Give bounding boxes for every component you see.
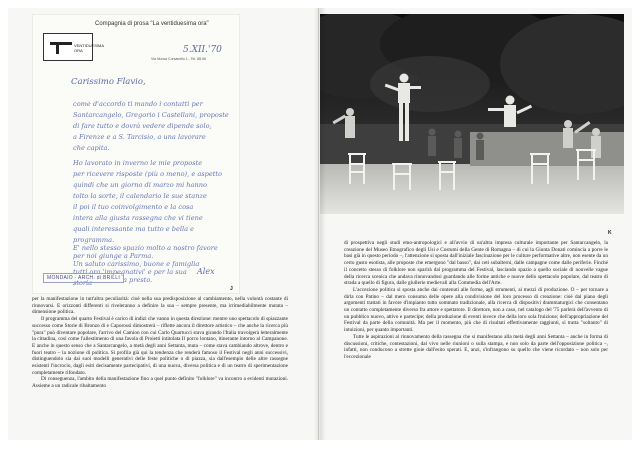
performance-photo-illustration [320,14,624,214]
right-body-text [344,240,608,361]
letter-line: quali interessante ma tutto e bella e [73,225,195,233]
letter-line: il poi il tuo coinvolgimento e la cosa [73,203,194,211]
letter-line: per ricevere risposte (più o meno), e aspetto [73,170,223,178]
letter-date: 5.XII.'70 [183,45,222,55]
letter-line: Santarcangelo, Gregorio i Castellani, proposte [73,111,229,119]
book-spread [8,8,632,440]
letter-line: Un saluto carissimo, buone e famiglia [73,260,200,268]
figure-caption-k: K [608,230,612,236]
letterhead-company: Compagnia di prosa "La ventiduesima ora" [95,21,209,27]
letter-line: a presto. [123,276,153,284]
letter-line: E' nello stesso spazio molto a nostro favore [73,244,218,252]
left-body-text [32,296,288,390]
right-page [320,8,632,440]
letter-line: programma. [73,236,115,244]
archive-stamp: MONDAIO - ARCH. di BRILLI [43,273,124,283]
stage-photo [320,14,624,214]
paragraph: Di conseguenza, l'ambito della manifestazione fino a quel punto definito "folklore" va incontro a evidenti mutazioni. Assieme a un radicale ribaltamento [32,376,288,390]
letter-signature: Alex [197,267,215,276]
book-gutter-shadow [314,8,326,440]
letter-line: che capita. [73,144,110,152]
paragraph: per la manifestazione in tutt'altra peculiarità: cioè nella sua predisposizione al cambiamento, nella volontà costante di rinnovarsi. E orizzonti differenti si riveleranno a definire la sua – sempre presente, ma irrimediabilmente mutata – dimensione politica. [32,296,288,316]
letter-line: intera alla giusta rassegna che vi tiene [73,214,203,222]
left-page [8,8,319,440]
letter-line: tutti ora 'impegnativi' e per la sua storia [73,268,187,288]
paragraph: Il programma del quarto Festival è carico di indizi che vanno in questa direzione: mentre uno spettacolo di spiazzante successo come Storie di Bronzo di e Caporossi dimostrerà – riflette ancora il direttore artistico – che anche la ricerca più "pura" può diventare popolare, l'arrivo del Camion con cui Carlo Quartucci stava girando l'Italia travolgerà letteralmente la cittadina, così come l'allestimento di una favola di Proietti intitolata Il porco lontano, itinerante intorno al Campanone. E anche in questo senso che a Santarcangelo, a metà degli anni Settanta, muta – come stava cambiando altrove, dentro e fuori teatro – la nozione di politica. Si profila già qui la tendenza che renderà famoso il Festival negli anni successivi, distinguendolo sia dai suoi modelli generativi delle feste politiche o di piazza, sia dall'esempio delle altre rassegne esistenti l'incrocio, dagli esiti decisamente partecipativi, di una nuova, diversa politica e di un teatro di sperimentazione completamente rifondato. [32,316,288,376]
letter-line: come d'accordo ti mando i contatti per [73,100,203,108]
letter-line: per noi giunge a Parma. [73,252,154,260]
figure-caption-j: J [230,286,233,292]
letter-line: quindi che un giorno di marzo mi hanno [73,181,207,189]
company-logo: VENTIDUESIMA ORA [43,33,93,61]
letterhead-address: Via Nuova Corsanello 1 - Tel. 88.96 [151,57,206,61]
letter-line: a Firenze e a S. Tarcisio, a una lavorare [73,133,206,141]
letter-line: tolto la sorte, il calendario le sue stanze [73,192,207,200]
letter-line: di fare tutto e dovrà vedere dipende solo, [73,122,212,130]
letter-salutation: Carissimo Flavio, [71,77,146,87]
paragraph: L'accezione politica si sposta anche dai contenuti alle forme, agli strumenti, ai mezzi di produzione. O – per tornare a dirla con Patino – dal mero consumo delle opere alla condivisione del loro processo di creazione: cioè dal piano degli argomenti trattati in favore d'impianto tutto sommato tradizionale, alla ricerca di dispositivi drammaturgici che consentano un contatto completamente diverso fra attore e spettatore. Il direttore, non a caso, nel catalogo del '75 parlerà dell'avvento di un pubblico nuovo, attivo e partecipe; della produzione di eventi invece che della loro sola fruizione; dell'appropriazione del Festival da parte della comunità. Ma per il momento, più che di risultati effettivamente raggiunti, si tratta "soltanto" di intuizioni, per quanto importanti. [344,286,608,334]
letter-scan [32,14,240,294]
paragraph: di prospettiva negli studi etno-antropologici e all'avvio di un'altra impresa culturale importante per Santarcangelo, la creazione del Museo Etnografico degli Usi e Costumi della Gente di Romagna – di cui la Giunta Donati comincia a porre le basi già in questo periodo –, l'attenzione si sposta dall'iniziale fascinazione per le culture performative altre, non esente da un certo gusto esotista, alle proposte che emergono "dal basso", dai ceti subalterni, dalle campagne come dalle periferie. Finché il concetto stesso di folklore non sparirà dal programma del Festival, lasciando spazio a quello sociale di nouvelle vague della ricerca scenica che andava rinnovandosi guardando alle forme antiche e nuove dello spettacolo popolare, dal teatro di strada a quello di figura, dalle giullerie medievali alla Commedia dell'Arte. [344,240,608,287]
letter-line: Ho lavorato in inverno le mie proposte [73,159,203,167]
paragraph: Tutte le aspirazioni al rinnovamento della rassegna che si manifestano alla metà degli anni Settanta – anche in forma di discussioni, critiche, contestazioni, dal vivo nelle riunioni o sulla stampa, e non solo da parte dell'opposizione politica –, infatti, non conducono a strette gioie dall'esito sperati. E, anzi, s'infrangono su quello che viene ricordato – non solo per l'eccezionale [344,333,608,360]
